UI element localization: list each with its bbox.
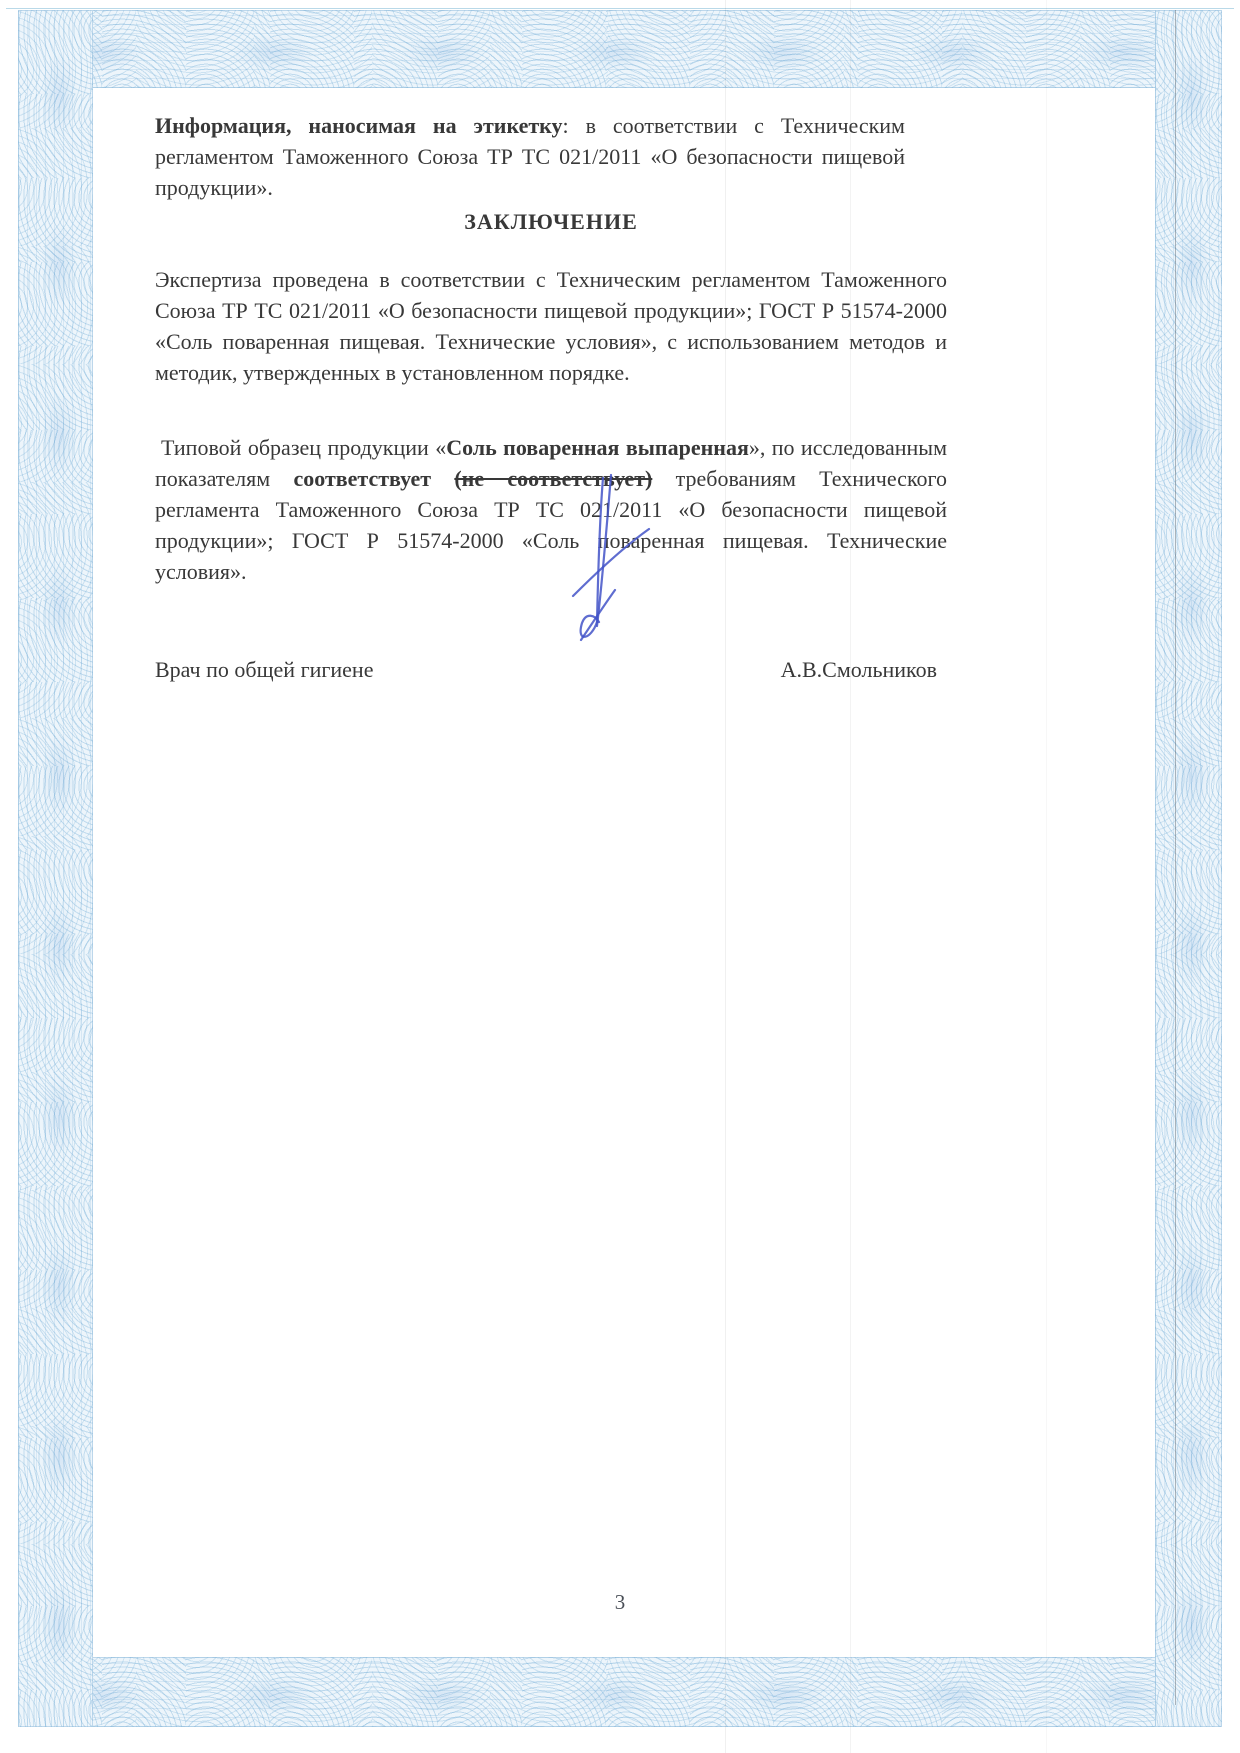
conclusion-heading: ЗАКЛЮЧЕНИЕ [464,209,638,234]
expertise-paragraph: Экспертиза проведена в соответствии с Техническим регламентом Таможенного Союза ТР ТС 021/2011 «О безопасности пищевой продукции»; ГОСТ Р 51574-2000 «Соль поваренная пищевая. Технические условия», с использованием методов и методик, утвержденных в установленном порядке. [155,267,947,385]
guilloche-border-bottom [18,1657,1222,1727]
sample-suffix: требованиям Технического регламента Таможенного Союза ТР ТС 021/2011 «О безопасности пищевой продукции»; ГОСТ Р 51574-2000 «Соль поваренная пищевая. Технические условия». [155,466,947,584]
guilloche-border-top [18,10,1222,88]
guilloche-border-right [1155,10,1222,1727]
signatory-role: Врач по общей гигиене [155,657,374,682]
sample-prefix: Типовой образец продукции « [161,435,447,460]
scan-artifact-line [1046,0,1047,1753]
scan-artifact-line [1175,10,1176,1705]
sample-product-name: Соль поваренная выпаренная [446,435,749,460]
not-conforms-struck: (не соответствует) [454,466,653,491]
page-number: 3 [614,1590,626,1614]
handwritten-signature-ink [545,472,655,644]
border-outer-line [6,8,1234,9]
guilloche-border-left [18,10,93,1727]
label-info-lead: Информация, наносимая на этикетку [155,113,563,138]
conforms-word: соответствует [293,466,432,491]
label-info-paragraph [155,110,905,203]
signatory-name: А.В.Смольников [780,657,937,682]
sample-mid: », по исследованным показателям [155,435,947,491]
label-info-rest: : в соответствии с Техническим регламентом Таможенного Союза ТР ТС 021/2011 «О безопасности пищевой продукции». [155,113,905,200]
signature-row [155,654,947,685]
word-gap [431,466,454,491]
